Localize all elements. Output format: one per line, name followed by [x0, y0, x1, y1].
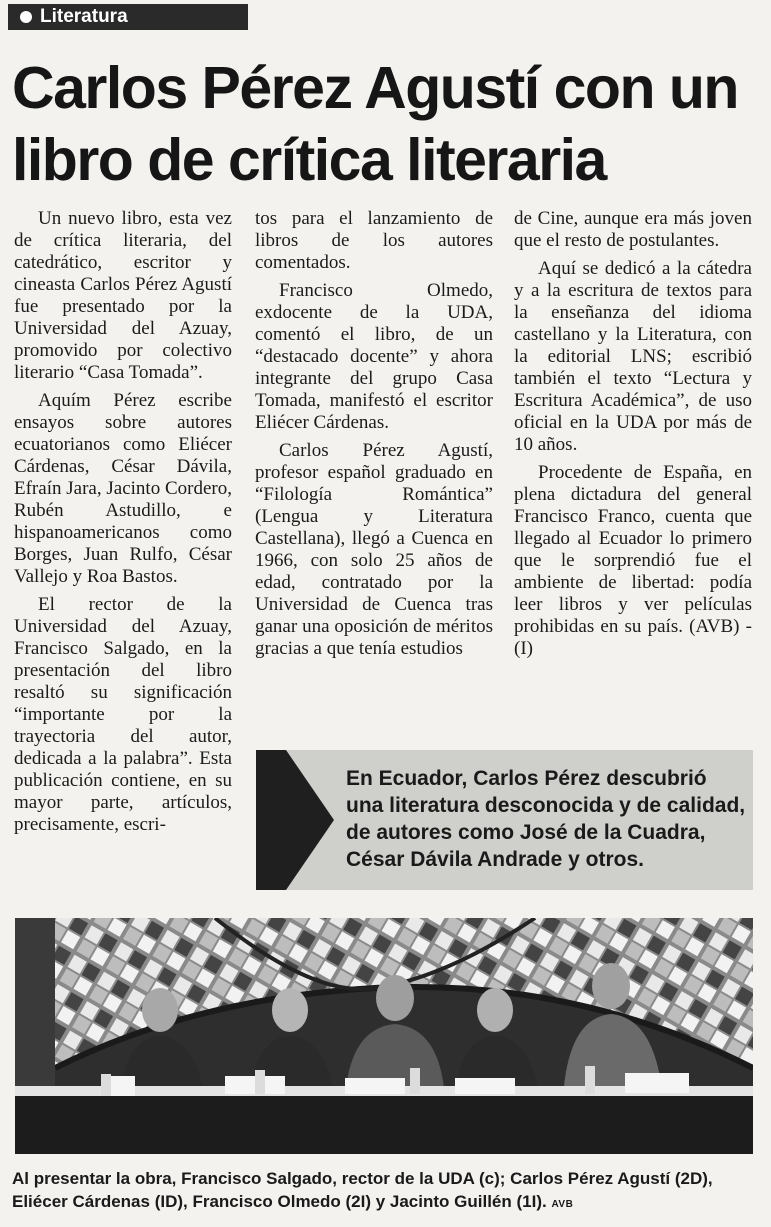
article-paragraph: Francisco Olmedo, exdocente de la UDA, comentó el libro, de un “destacado docente” y ahora integrante del grupo Casa Tomada, manifestó el escritor Eliécer Cárdenas.: [255, 280, 493, 433]
article-paragraph: Un nuevo libro, esta vez de crítica literaria, del catedrático, escritor y cineasta Carlos Pérez Agustí fue presentado por la Universidad del Azuay, promovido por colectivo literario “Casa Tomada”.: [14, 208, 232, 383]
article-column-2: [255, 208, 493, 666]
article-column-3: [514, 208, 752, 666]
bullet-dot-icon: [20, 11, 32, 23]
caption-text: Al presentar la obra, Francisco Salgado, rector de la UDA (c); Carlos Pérez Agustí (2D), Eliécer Cárdenas (ID), Francisco Olmedo (2I) y Jacinto Guillén (1I).: [12, 1169, 713, 1211]
article-paragraph: de Cine, aunque era más joven que el resto de postulantes.: [514, 208, 752, 251]
section-tag: [8, 4, 248, 30]
article-paragraph: Aquím Pérez escribe ensayos sobre autores ecuatorianos como Eliécer Cárdenas, César Dávila, Efraín Jara, Jacinto Cordero, Rubén Astudillo, e hispanoamericanos como Borges, Juan Rulfo, César Vallejo y Roa Bastos.: [14, 390, 232, 587]
article-paragraph: Aquí se dedicó a la cátedra y a la escritura de textos para la enseñanza del idioma castellano y la Literatura, con la editorial LNS; escribió también el texto “Lectura y Escritura Académica”, de uso oficial en la UDA por más de 10 años.: [514, 258, 752, 455]
headline: Carlos Pérez Agustí con un libro de crítica literaria: [12, 55, 738, 193]
event-photo-illustration: [15, 918, 753, 1154]
article-column-1: [14, 208, 232, 842]
event-photo: [15, 918, 753, 1154]
section-label: Literatura: [40, 6, 128, 27]
arrow-chevron-icon: [256, 750, 334, 890]
article-paragraph: Carlos Pérez Agustí, profesor español graduado en “Filología Romántica” (Lengua y Literatura Castellana), llegó a Cuenca en 1966, con solo 25 años de edad, contratado por la Universidad de Cuenca tras ganar una oposición de méritos gracias a que tenía estudios: [255, 440, 493, 659]
photo-caption: [12, 1167, 764, 1216]
pull-quote-box: [256, 750, 753, 890]
article-paragraph: tos para el lanzamiento de libros de los autores comentados.: [255, 208, 493, 273]
article-paragraph: El rector de la Universidad del Azuay, Francisco Salgado, en la presentación del libro resaltó su significación “importante por la trayectoria del autor, dedicada a la palabra”. Esta publicación contiene, en su mayor parte, artículos, precisamente, escri-: [14, 594, 232, 835]
pull-quote-text: En Ecuador, Carlos Pérez descubrió una literatura desconocida y de calidad, de autores como José de la Cuadra, César Dávila Andrade y otros.: [346, 767, 746, 871]
article-paragraph: Procedente de España, en plena dictadura del general Francisco Franco, cuenta que llegado al Ecuador lo primero que le sorprendió fue el ambiente de libertad: podía leer libros y ver películas prohibidas en su país. (AVB) -(I): [514, 462, 752, 659]
photo-credit: AVB: [551, 1199, 574, 1210]
